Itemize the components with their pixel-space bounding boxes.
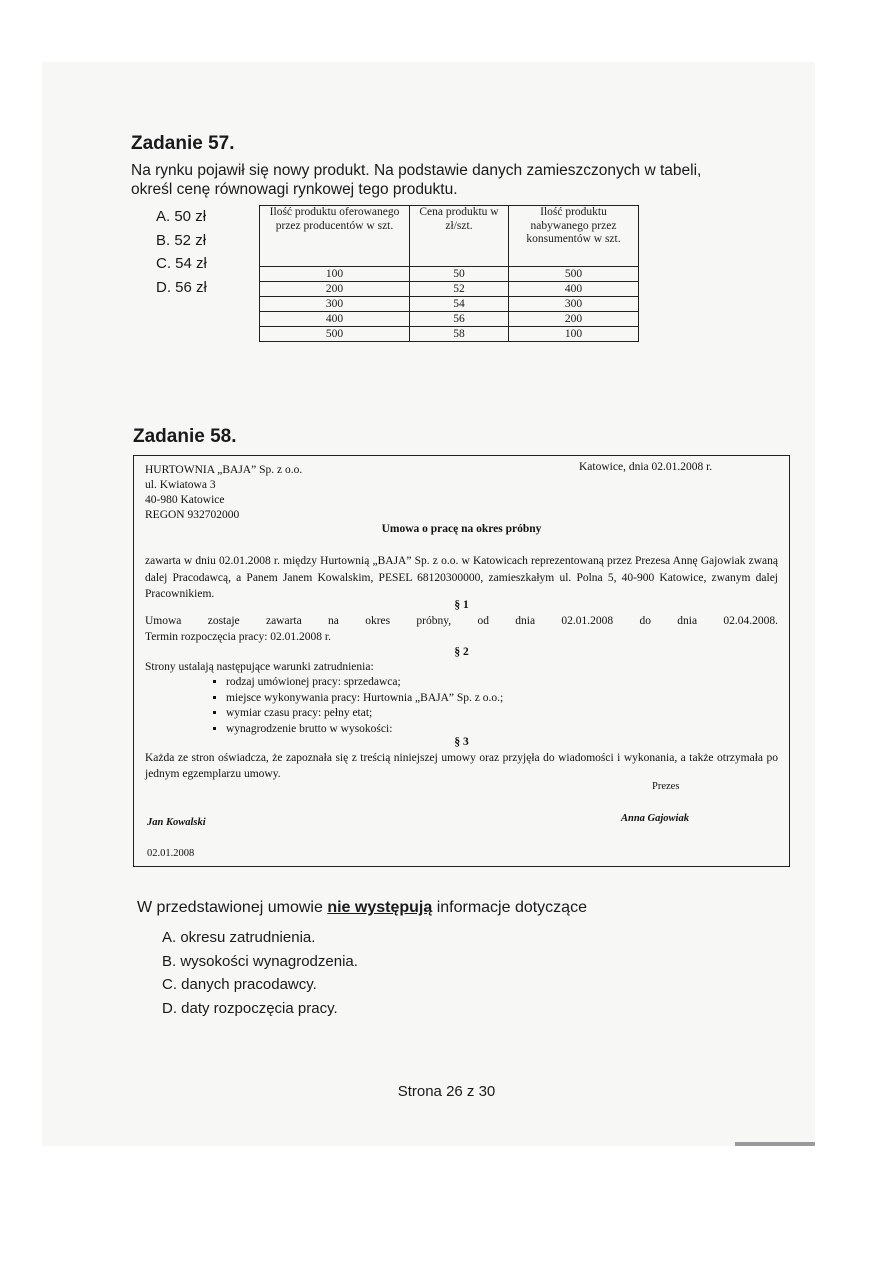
price-cell: 50	[410, 267, 509, 282]
supply-cell: 400	[260, 312, 410, 327]
header-supply: Ilość produktu oferowanego przez producentów w szt.	[260, 206, 410, 267]
demand-cell: 400	[509, 282, 639, 297]
supply-cell: 300	[260, 297, 410, 312]
list-item: ▪ miejsce wykonywania pracy: Hurtownia „BAJA” Sp. z o.o.;	[226, 691, 503, 707]
market-data-table	[259, 205, 639, 342]
price-cell: 56	[410, 312, 509, 327]
task58-question-post: informacje dotyczące	[436, 899, 587, 916]
company-city: 40-980 Katowice	[145, 494, 225, 506]
company-name: HURTOWNIA „BAJA” Sp. z o.o.	[145, 464, 303, 476]
signature-date: 02.01.2008	[147, 848, 195, 859]
contract-title: Umowa o pracę na okres próbny	[381, 523, 542, 535]
task57-answer-a: A. 50 zł	[156, 208, 207, 225]
list-item: ▪ wynagrodzenie brutto w wysokości:	[226, 722, 503, 738]
task57-answer-c: C. 54 zł	[156, 255, 207, 272]
section-3-text: Każda ze stron oświadcza, że zapoznała się z treścią niniejszej umowy oraz przyjęła do wiadomości i wykonania, a także otrzymała po jednym egzemplarzu umowy.	[145, 752, 778, 780]
header-price: Cena produktu w zł/szt.	[410, 206, 509, 267]
place-date: Katowice, dnia 02.01.2008 r.	[579, 461, 713, 473]
section-1-line2: Termin rozpoczęcia pracy: 02.01.2008 r.	[145, 631, 331, 643]
task58-answer-b: B. wysokości wynagrodzenia.	[162, 952, 358, 970]
demand-cell: 200	[509, 312, 639, 327]
task57-answers	[156, 208, 207, 302]
supply-cell: 500	[260, 327, 410, 342]
task57-answer-d: D. 56 zł	[156, 278, 207, 296]
employee-signature: Jan Kowalski	[147, 817, 206, 828]
section-1-line1: Umowa zostaje zawarta na okres próbny, od dnia 02.01.2008 do dnia 02.04.2008.	[145, 615, 778, 627]
conditions-list	[206, 675, 503, 737]
table-row	[260, 282, 639, 297]
demand-cell: 300	[509, 297, 639, 312]
employer-signature: Anna Gajowiak	[621, 813, 689, 824]
table-row	[260, 267, 639, 282]
section-1-heading: § 1	[454, 599, 469, 611]
task58-answer-a: A. okresu zatrudnienia.	[162, 929, 316, 946]
task58-answer-d: D. daty rozpoczęcia pracy.	[162, 999, 338, 1017]
company-regon: REGON 932702000	[145, 509, 240, 521]
price-cell: 52	[410, 282, 509, 297]
supply-cell: 200	[260, 282, 410, 297]
task58-answers	[162, 929, 358, 1023]
list-item: ▪ wymiar czasu pracy: pełny etat;	[226, 706, 503, 722]
scan-edge-line	[735, 1142, 815, 1146]
task58-question-pre: W przedstawionej umowie	[137, 899, 323, 916]
page-number: Strona 26 z 30	[397, 1083, 496, 1100]
price-cell: 54	[410, 297, 509, 312]
supply-cell: 100	[260, 267, 410, 282]
employment-contract	[133, 455, 790, 867]
task57-question-line2: określ cenę równowagi rynkowej tego produktu.	[131, 181, 458, 198]
task58-question-emphasis: nie występują	[327, 899, 433, 916]
price-cell: 58	[410, 327, 509, 342]
table-row	[260, 312, 639, 327]
demand-cell: 100	[509, 327, 639, 342]
task57-question-line1: Na rynku pojawił się nowy produkt. Na podstawie danych zamieszczonych w tabeli,	[131, 162, 702, 179]
prezes-label: Prezes	[652, 781, 680, 792]
list-item: ▪ rodzaj umówionej pracy: sprzedawca;	[226, 675, 503, 691]
task58-answer-c: C. danych pracodawcy.	[162, 976, 317, 993]
company-street: ul. Kwiatowa 3	[145, 479, 216, 491]
contract-intro: zawarta w dniu 02.01.2008 r. między Hurtownią „BAJA” Sp. z o.o. w Katowicach reprezentowaną przez Prezesa Annę Gajowiak zwaną dalej Pracodawcą, a Panem Janem Kowalskim, PESEL 68120300000, zamieszkałym ul. Polna 5, 40-900 Katowice, zwanym dalej Pracownikiem.	[145, 555, 778, 600]
task57-answer-b: B. 52 zł	[156, 231, 207, 249]
task58-title: Zadanie 58.	[133, 426, 237, 447]
table-header-row	[260, 206, 639, 267]
section-3-heading: § 3	[454, 736, 469, 748]
section-2-heading: § 2	[454, 646, 469, 658]
header-demand: Ilość produktu nabywanego przez konsumentów w szt.	[509, 206, 639, 267]
table-row	[260, 297, 639, 312]
table-row	[260, 327, 639, 342]
section-2-intro: Strony ustalają następujące warunki zatrudnienia:	[145, 661, 374, 673]
demand-cell: 500	[509, 267, 639, 282]
task58-question	[137, 899, 587, 917]
task57-title: Zadanie 57.	[131, 133, 235, 154]
